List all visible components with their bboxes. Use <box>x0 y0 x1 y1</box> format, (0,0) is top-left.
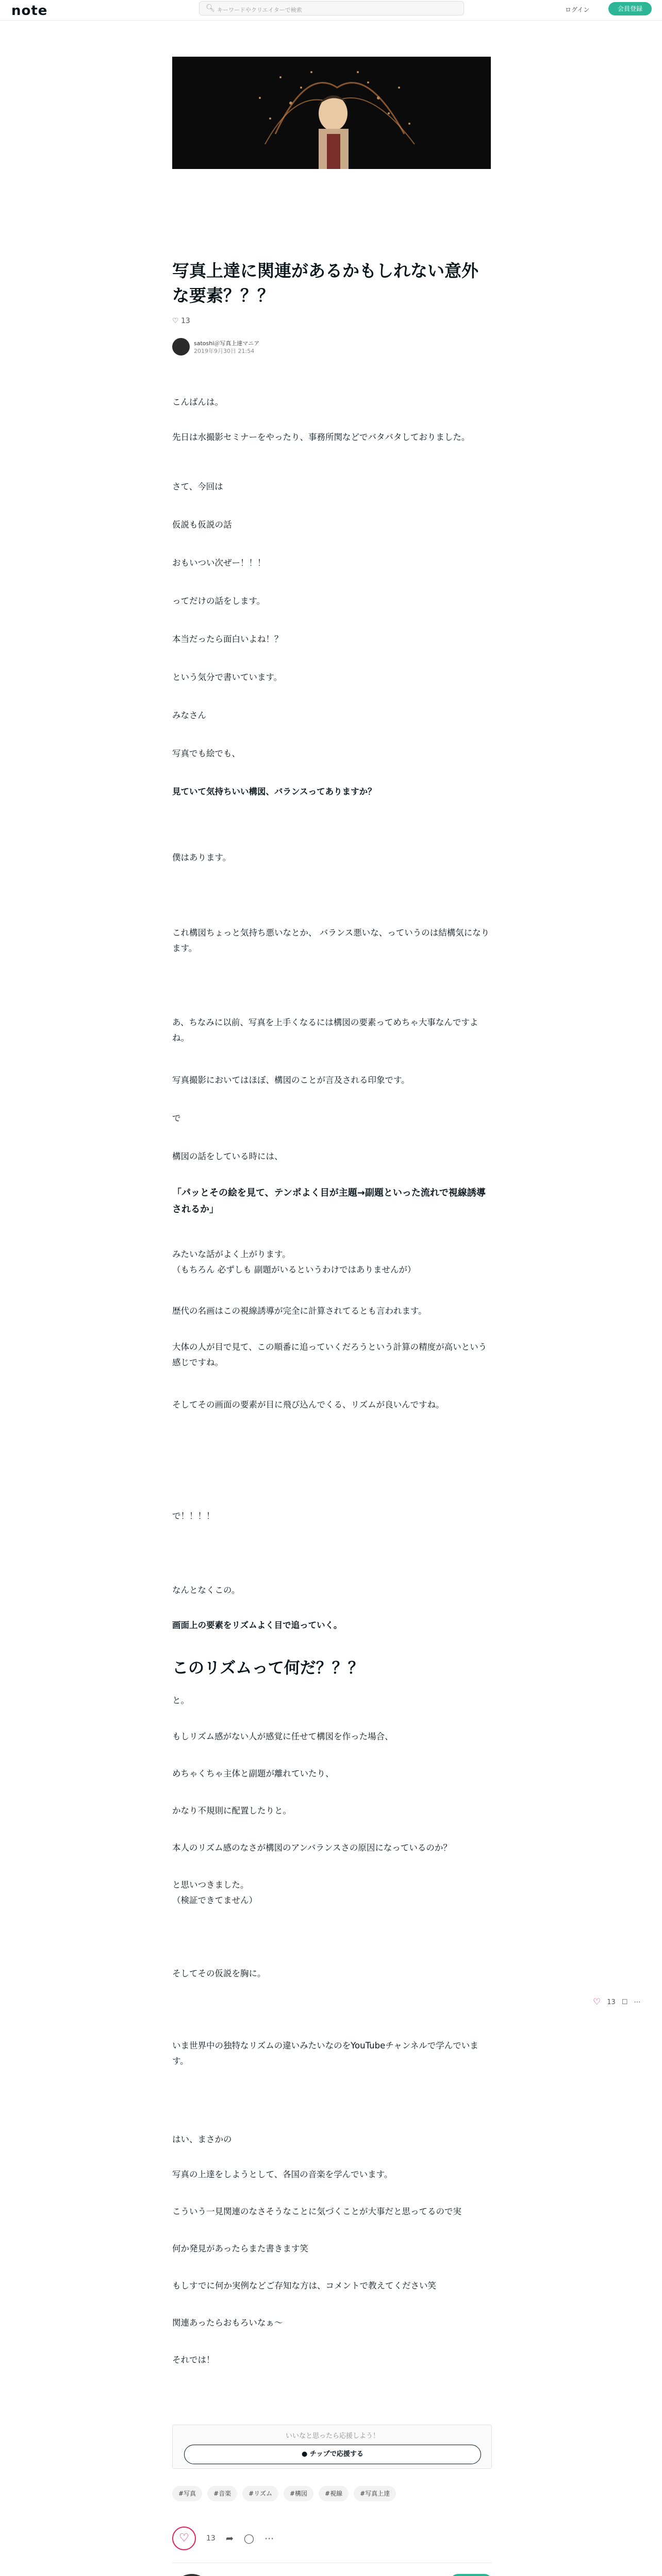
publish-date: 2019年9月30日 21:54 <box>194 348 255 354</box>
paragraph: そしてその仮説を胸に。 <box>172 1969 266 1978</box>
paragraph-bold: 「パッとその絵を見て、テンポよく目が主題→副題といった流れで視線誘導されるか」 <box>172 1188 486 1215</box>
site-header <box>0 0 662 21</box>
paragraph: もしすでに何か実例などご存知な方は、コメントで教えてください笑 <box>172 2281 436 2291</box>
paragraph: 大体の人が目で見て、この順番に追っていくだろうという計算の精度が高いという感じですね。 <box>172 1342 487 1367</box>
tip-question: いいなと思ったら応援しよう！ <box>285 2432 379 2440</box>
paragraph: いま世界中の独特なリズムの違いみたいなのをYouTubeチャンネルで学んでいます。 <box>172 2041 478 2066</box>
paragraph-bold: 見ていて気持ちいい構図、バランスってありますか？ <box>172 787 376 796</box>
paragraph: みたいな話がよく上がります。 <box>172 1249 291 1259</box>
author-profile <box>172 2574 492 2576</box>
tag-chip[interactable]: #構図 <box>284 2486 313 2501</box>
paragraph: 関連あったらおもろいなぁ〜 <box>172 2318 283 2328</box>
paragraph: めちゃくちゃ主体と副題が離れていたり、 <box>172 1769 334 1778</box>
paragraph: 僕はあります。 <box>172 853 231 862</box>
tag-chip[interactable]: #リズム <box>242 2486 278 2501</box>
paragraph: 構図の話をしている時には、 <box>172 1151 283 1161</box>
paragraph: さて、今回は <box>172 482 223 492</box>
paragraph: こういう一見関連のなさそうなことに気づくことが大事だと思ってるので実 <box>172 2207 461 2216</box>
heart-icon: ♡ <box>172 317 179 325</box>
paragraph: （検証できてません） <box>172 1895 257 1905</box>
paragraph: それでは！ <box>172 2355 215 2365</box>
tip-button[interactable]: ● チップで応援する <box>184 2445 481 2464</box>
search-placeholder[interactable]: キーワードやクリエイターで検索 <box>217 7 302 13</box>
more-dots-icon[interactable]: ⋯ <box>264 2533 274 2544</box>
paragraph: 歴代の名画はこの視線誘導が完全に計算されてるとも言われます。 <box>172 1306 427 1316</box>
paragraph: と。 <box>172 1696 189 1705</box>
paragraph: ってだけの話をします。 <box>172 596 266 606</box>
floating-actions <box>593 1997 640 2007</box>
like-count: 13 <box>206 2534 216 2543</box>
paragraph: かなり不規則に配置したりと。 <box>172 1806 291 1816</box>
paragraph-bold: 画面上の要素をリズムよく目で追っていく。 <box>172 1620 342 1630</box>
bookmark-icon[interactable]: ☐ <box>621 1998 628 2006</box>
paragraph: はい、まさかの <box>172 2134 232 2144</box>
paragraph: 写真でも絵でも、 <box>172 749 240 758</box>
note-logo[interactable]: note <box>11 3 48 19</box>
tag-chip[interactable]: #写真上達 <box>354 2486 396 2501</box>
hero-photo-illustration <box>172 57 491 169</box>
tag-chip[interactable]: #写真 <box>172 2486 202 2501</box>
article-author[interactable] <box>172 338 492 359</box>
paragraph: 本人のリズム感のなさが構図のアンバランスさの原因になっているのか？ <box>172 1843 452 1853</box>
profile-avatar[interactable] <box>172 2574 211 2576</box>
author-avatar[interactable] <box>172 338 190 355</box>
paragraph: 本当だったら面白いよね！？ <box>172 634 283 644</box>
like-heart-icon[interactable]: ♡ <box>593 1997 601 2007</box>
hero-image <box>172 57 491 169</box>
paragraph: （もちろん 必ずしも 副題がいるというわけではありませんが） <box>172 1265 416 1275</box>
paragraph: みなさん <box>172 710 206 720</box>
paragraph: 写真撮影においてはほぼ、構図のことが言及される印象です。 <box>172 1075 410 1085</box>
search-icon: 🔍︎ <box>206 4 215 12</box>
paragraph: 先日は水撮影セミナーをやったり、事務所関などでバタバタしておりました。 <box>172 432 470 442</box>
paragraph: おもいつい次ぜー！！！ <box>172 558 266 568</box>
paragraph: 何か発見があったらまた書きます笑 <box>172 2244 308 2253</box>
search-box[interactable] <box>199 1 464 15</box>
article-like-count[interactable]: ♡ 13 <box>172 317 190 325</box>
paragraph: そしてその画面の要素が目に飛び込んでくる、リズムが良いんですね。 <box>172 1400 444 1410</box>
paragraph: これ構図ちょっと気持ち悪いなとか、 バランス悪いな、っていうのは結構気になります。 <box>172 928 490 953</box>
article-actions <box>172 2527 492 2550</box>
author-name[interactable]: satoshi＠写真上達マニア <box>194 340 260 347</box>
paragraph: なんとなくこの。 <box>172 1585 240 1595</box>
paragraph: で！！！！ <box>172 1511 215 1521</box>
paragraph: 仮説も仮説の話 <box>172 520 232 530</box>
paragraph: もしリズム感がない人が感覚に任せて構図を作った場合、 <box>172 1732 393 1741</box>
paragraph: で <box>172 1113 181 1123</box>
signup-button[interactable]: 会員登録 <box>608 2 652 15</box>
tip-icon: ● <box>302 2450 308 2458</box>
paragraph: こんばんは。 <box>172 397 223 407</box>
paragraph: あ、ちなみに以前、写真を上手くなるには構図の要素ってめちゃ大事なんですよね。 <box>172 1018 478 1043</box>
floating-like-count: 13 <box>607 1998 616 2006</box>
paragraph: という気分で書いています。 <box>172 672 283 682</box>
paragraph: 写真の上達をしようとして、各国の音楽を学んでいます。 <box>172 2170 393 2179</box>
tag-chip[interactable]: #視線 <box>319 2486 349 2501</box>
share-icon[interactable]: ➦ <box>225 2533 234 2544</box>
tag-list <box>172 2486 492 2501</box>
article-title: 写真上達に関連があるかもしれない意外な要素？？？ <box>172 261 478 306</box>
paragraph: と思いつきました。 <box>172 1880 249 1890</box>
like-button[interactable]: ♡ <box>172 2527 196 2550</box>
tag-chip[interactable]: #音楽 <box>207 2486 237 2501</box>
follow-button[interactable] <box>451 2574 492 2576</box>
tip-box <box>172 2425 492 2469</box>
comment-icon[interactable]: ◯ <box>243 2533 255 2544</box>
menu-dots-icon[interactable]: ⋯ <box>634 1998 641 2006</box>
login-link[interactable]: ログイン <box>565 6 590 13</box>
section-heading: このリズムって何だ？？？ <box>172 1659 364 1677</box>
